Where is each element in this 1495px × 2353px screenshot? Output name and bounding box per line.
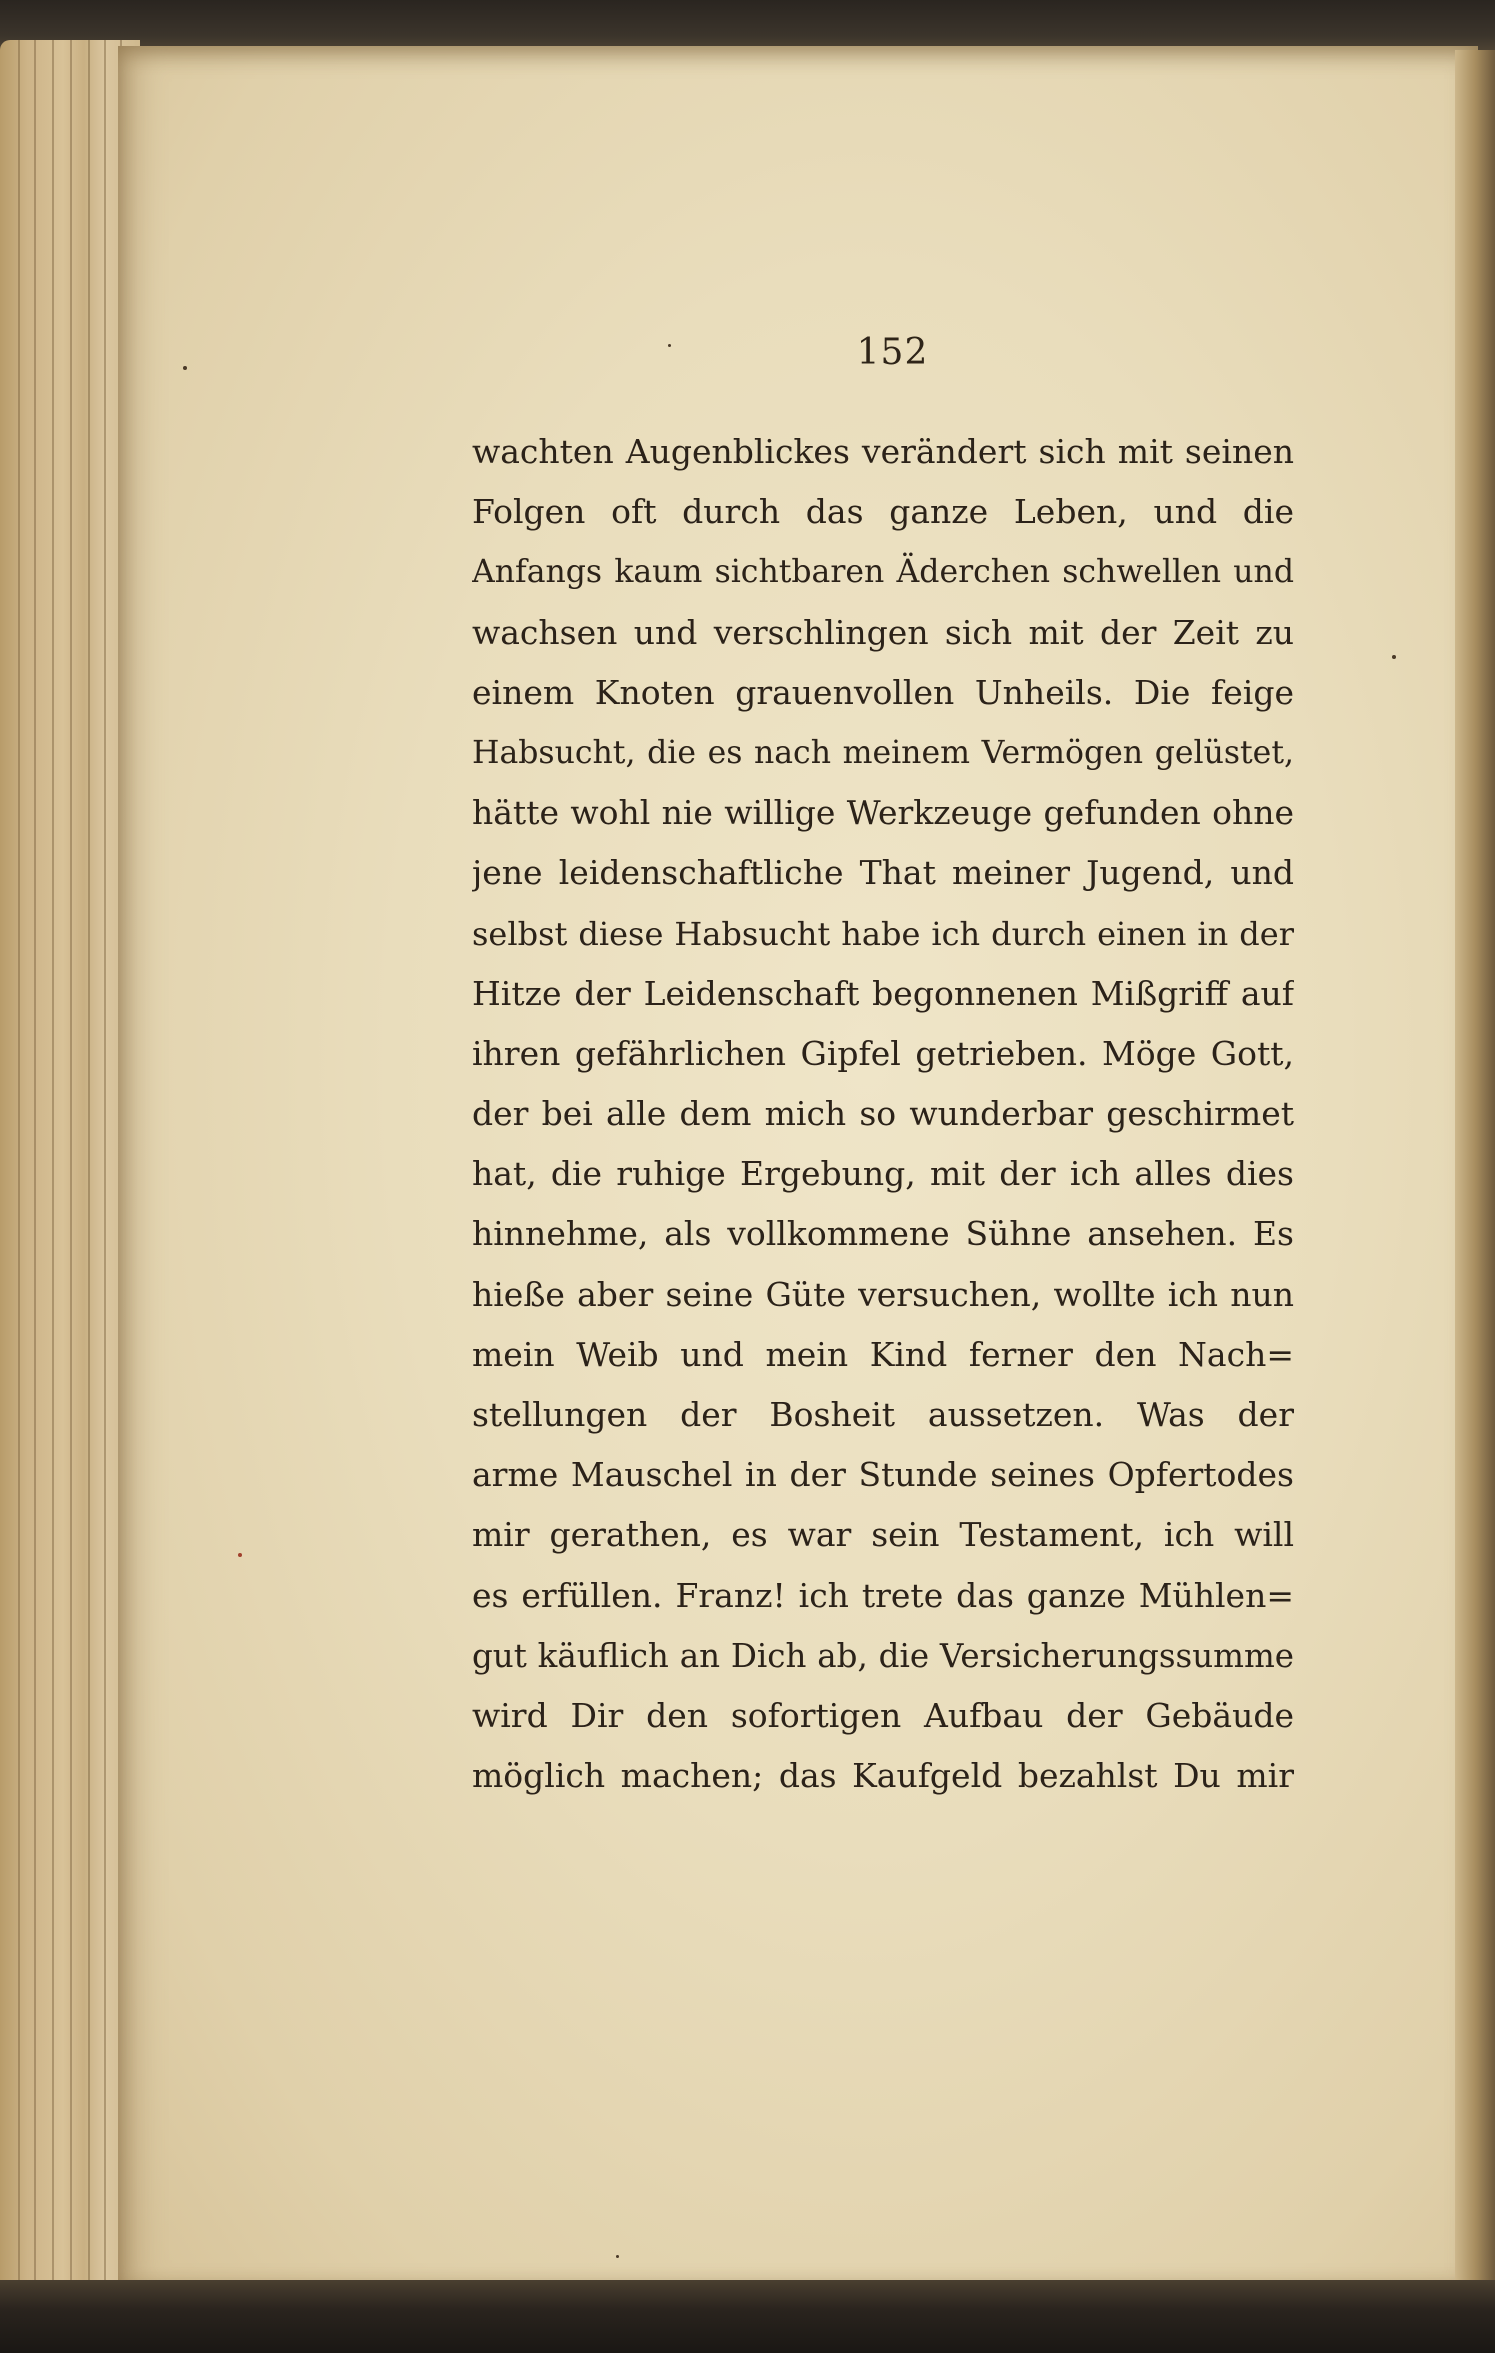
paper-speck <box>1392 655 1396 659</box>
text-line: arme Mauschel in der Stunde seines Opfertodes <box>472 1455 1294 1495</box>
text-line: es erfüllen. Franz! ich trete das ganze Mühlen= <box>472 1575 1294 1615</box>
text-line: hieße aber seine Güte versuchen, wollte ich nun <box>472 1274 1294 1314</box>
text-line: ihren gefährlichen Gipfel getrieben. Möge Gott, <box>472 1033 1294 1073</box>
text-line: einem Knoten grauenvollen Unheils. Die feige <box>472 672 1294 712</box>
text-line: der bei alle dem mich so wunderbar geschirmet <box>472 1094 1294 1134</box>
body-text <box>472 422 1294 1806</box>
page-number: 152 <box>856 332 929 373</box>
text-line: Anfangs kaum sichtbaren Äderchen schwellen und <box>472 554 1294 591</box>
right-page-edge <box>1455 50 1495 2300</box>
text-line: selbst diese Habsucht habe ich durch einen in der <box>472 914 1294 953</box>
text-line: hinnehme, als vollkommene Sühne ansehen. Es <box>472 1214 1294 1254</box>
text-line: wird Dir den sofortigen Aufbau der Gebäude <box>472 1695 1294 1735</box>
book-cover-bottom-edge <box>0 2280 1495 2353</box>
text-line: hat, die ruhige Ergebung, mit der ich alles dies <box>472 1154 1294 1194</box>
text-line: möglich machen; das Kaufgeld bezahlst Du mir <box>472 1756 1294 1796</box>
text-line: mir gerathen, es war sein Testament, ich will <box>472 1515 1294 1555</box>
text-line: Hitze der Leidenschaft begonnenen Mißgriff auf <box>472 973 1294 1013</box>
text-line: wachsen und verschlingen sich mit der Zeit zu <box>472 612 1294 652</box>
paper-speck <box>616 2255 619 2258</box>
paper-speck <box>238 1553 242 1557</box>
text-line: Folgen oft durch das ganze Leben, und die <box>472 492 1294 532</box>
text-line: stellungen der Bosheit aussetzen. Was der <box>472 1395 1294 1434</box>
text-line: hätte wohl nie willige Werkzeuge gefunden ohne <box>472 793 1294 833</box>
text-line: jene leidenschaftliche That meiner Jugend, und <box>472 853 1294 893</box>
text-line: Habsucht, die es nach meinem Vermögen gelüstet, <box>472 734 1294 771</box>
text-line: wachten Augenblickes verändert sich mit seinen <box>472 432 1294 471</box>
text-line: mein Weib und mein Kind ferner den Nach= <box>472 1334 1294 1374</box>
text-line: gut käuflich an Dich ab, die Versicherungssumme <box>472 1636 1294 1675</box>
